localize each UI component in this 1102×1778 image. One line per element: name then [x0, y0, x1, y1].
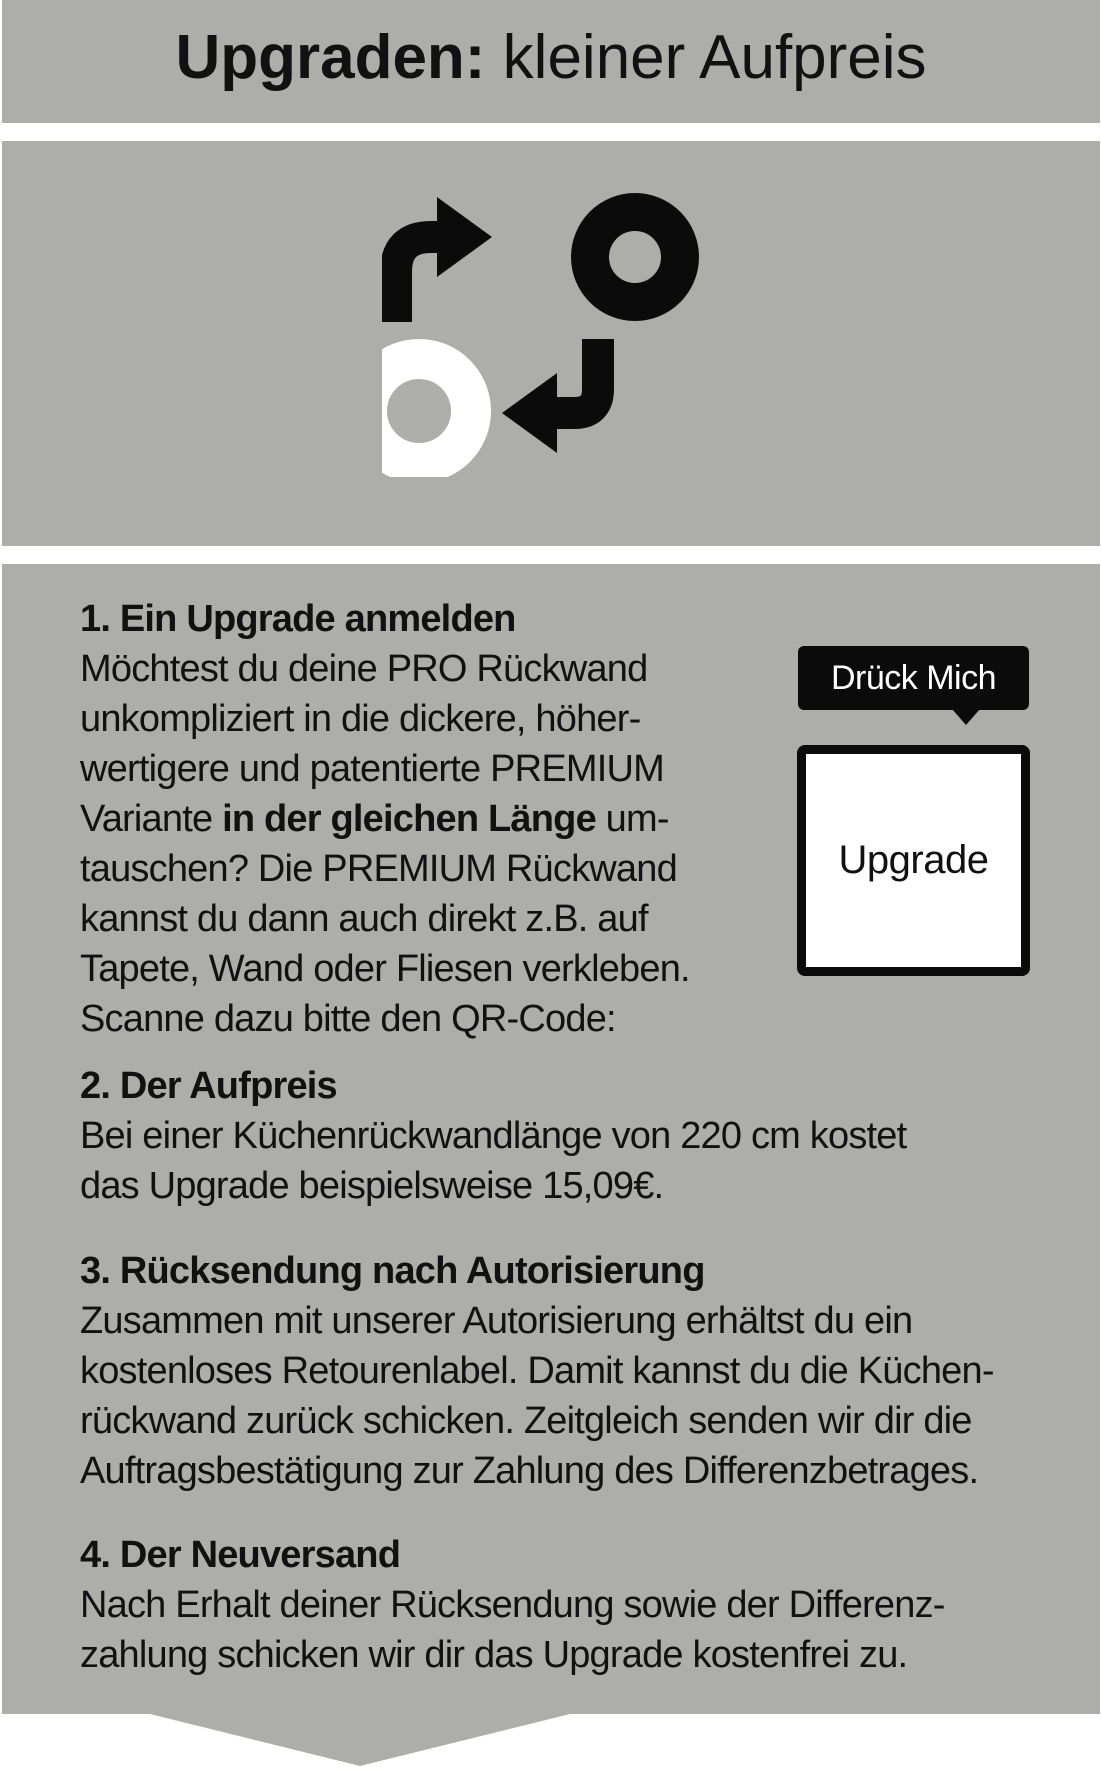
body-line: Zusammen mit unserer Autorisierung erhältst du ein [80, 1300, 913, 1342]
section-heading: 1. Ein Upgrade anmelden [80, 598, 516, 640]
body-emphasis: in der gleichen Länge [222, 798, 596, 840]
arrow-left-icon [552, 339, 598, 413]
body-line: das Upgrade beispielsweise 15,09€. [80, 1165, 664, 1207]
body-text: Variante [80, 798, 223, 840]
down-chevron-icon [150, 1714, 570, 1766]
white-ring-icon [382, 359, 471, 463]
body-line: Möchtest du deine PRO Rückwand [80, 648, 648, 690]
section-body [80, 1580, 945, 1680]
section-body [80, 1111, 906, 1211]
upgrade-swap-icon [382, 177, 722, 477]
body-line: Auftragsbestätigung zur Zahlung des Differenzbetrages. [80, 1450, 979, 1492]
section-heading: 3. Rücksendung nach Autorisierung [80, 1250, 705, 1292]
page-title [2, 18, 1100, 98]
upgrade-button[interactable] [797, 745, 1030, 976]
section-new-shipment [80, 1530, 945, 1680]
arrow-right-head-icon [437, 197, 492, 277]
body-line: Tapete, Wand oder Fliesen verkleben. [80, 948, 690, 990]
body-text: um- [595, 798, 669, 840]
body-line: unkompliziert in die dickere, höher- [80, 698, 641, 740]
body-line: rückwand zurück schicken. Zeitgleich senden wir dir die [80, 1400, 972, 1442]
section-surcharge [80, 1061, 906, 1211]
section-body [80, 1296, 994, 1496]
body-line: Bei einer Küchenrückwandlänge von 220 cm kostet [80, 1115, 907, 1157]
body-line: Nach Erhalt deiner Rücksendung sowie der Differenz- [80, 1584, 945, 1626]
upgrade-button-label: Upgrade [838, 838, 989, 882]
page-title-bold: Upgraden: [175, 23, 486, 92]
arrow-right-icon [396, 237, 440, 322]
press-me-tooltip: Drück Mich [798, 646, 1029, 710]
section-return-shipment [80, 1246, 994, 1496]
icon-panel [2, 141, 1100, 546]
body-line: Scanne dazu bitte den QR-Code: [80, 998, 616, 1040]
section-body [80, 644, 690, 1044]
black-ring-icon [590, 212, 680, 302]
arrow-left-head-icon [502, 373, 557, 453]
body-line: wertigere und patentierte PREMIUM [80, 748, 664, 790]
content-panel [2, 564, 1100, 1714]
body-line: kostenloses Retourenlabel. Damit kannst du die Küchen- [80, 1350, 994, 1392]
header-banner [2, 0, 1100, 123]
body-line-mixed [80, 794, 690, 844]
section-heading: 4. Der Neuversand [80, 1534, 401, 1576]
body-line: zahlung schicken wir dir das Upgrade kostenfrei zu. [80, 1634, 908, 1676]
body-line: kannst du dann auch direkt z.B. auf [80, 898, 648, 940]
body-line: tauschen? Die PREMIUM Rückwand [80, 848, 677, 890]
tooltip-pointer [952, 709, 980, 725]
section-register-upgrade [80, 594, 690, 1044]
page-title-rest: kleiner Aufpreis [485, 23, 927, 92]
section-heading: 2. Der Aufpreis [80, 1065, 337, 1107]
